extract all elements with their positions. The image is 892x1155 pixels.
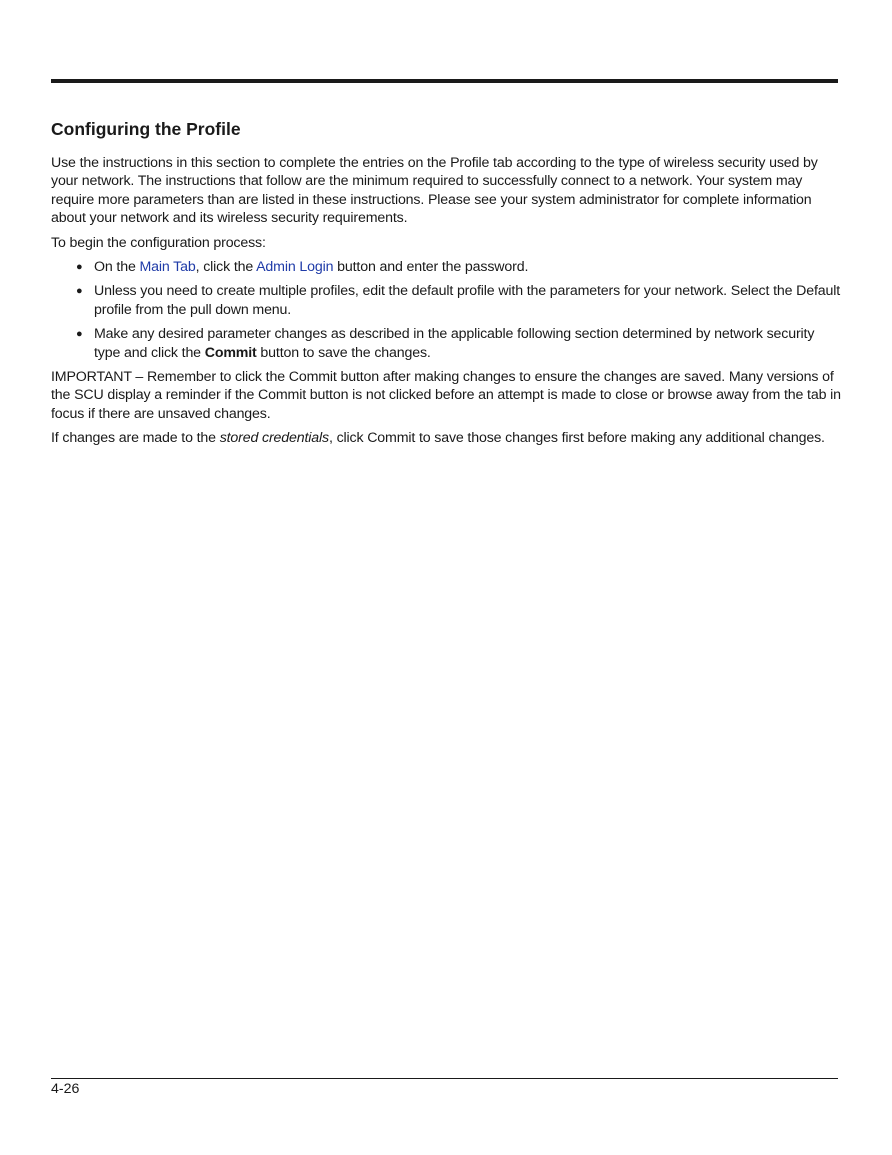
list-item	[51, 282, 841, 319]
admin-login-link[interactable]: Admin Login	[256, 259, 334, 276]
important-paragraph: IMPORTANT – Remember to click the Commit button after making changes to ensure the changes are saved. Many versions of the SCU display a reminder if the Commit button is not clicked before an attempt is made to close or browse away from the tab in focus if there are unsaved changes.	[51, 369, 841, 422]
step-text: button to save the changes.	[256, 344, 431, 361]
begin-paragraph: To begin the configuration process:	[51, 234, 266, 251]
steps-list	[51, 258, 841, 362]
step-text: Make any desired parameter changes as described in the applicable following section determined by network security type and click the	[94, 326, 815, 361]
bullet-icon: ●	[76, 285, 83, 298]
credentials-text: If changes are made to the	[51, 430, 220, 447]
stored-credentials-emphasis: stored credentials	[219, 430, 329, 447]
step-text: Unless you need to create multiple profiles, edit the default profile with the parameters for your network. Select the Default profile from the pull down menu.	[94, 283, 841, 318]
credentials-paragraph	[51, 429, 841, 447]
footer-rule	[51, 1078, 838, 1079]
credentials-text: , click Commit to save those changes first before making any additional changes.	[328, 430, 825, 447]
list-item	[51, 325, 841, 362]
step-text: On the	[94, 259, 140, 276]
page-number: 4-26	[51, 1081, 80, 1097]
bullet-icon: ●	[76, 328, 83, 341]
section-title: Configuring the Profile	[51, 119, 241, 139]
intro-paragraph: Use the instructions in this section to complete the entries on the Profile tab according to the type of wireless security used by your network. The instructions that follow are the minimum required to successfully connect to a network. Your system may require more parameters than are listed in these instructions. Please see your system administrator for complete information about your network and its wireless security requirements.	[51, 155, 818, 227]
document-body	[51, 118, 841, 454]
step-text: button and enter the password.	[333, 259, 529, 276]
header-rule	[51, 79, 838, 83]
step-text: , click the	[195, 259, 257, 276]
commit-emphasis: Commit	[204, 344, 257, 361]
bullet-icon: ●	[76, 261, 83, 274]
main-tab-link[interactable]: Main Tab	[139, 259, 196, 276]
list-item	[51, 258, 841, 276]
